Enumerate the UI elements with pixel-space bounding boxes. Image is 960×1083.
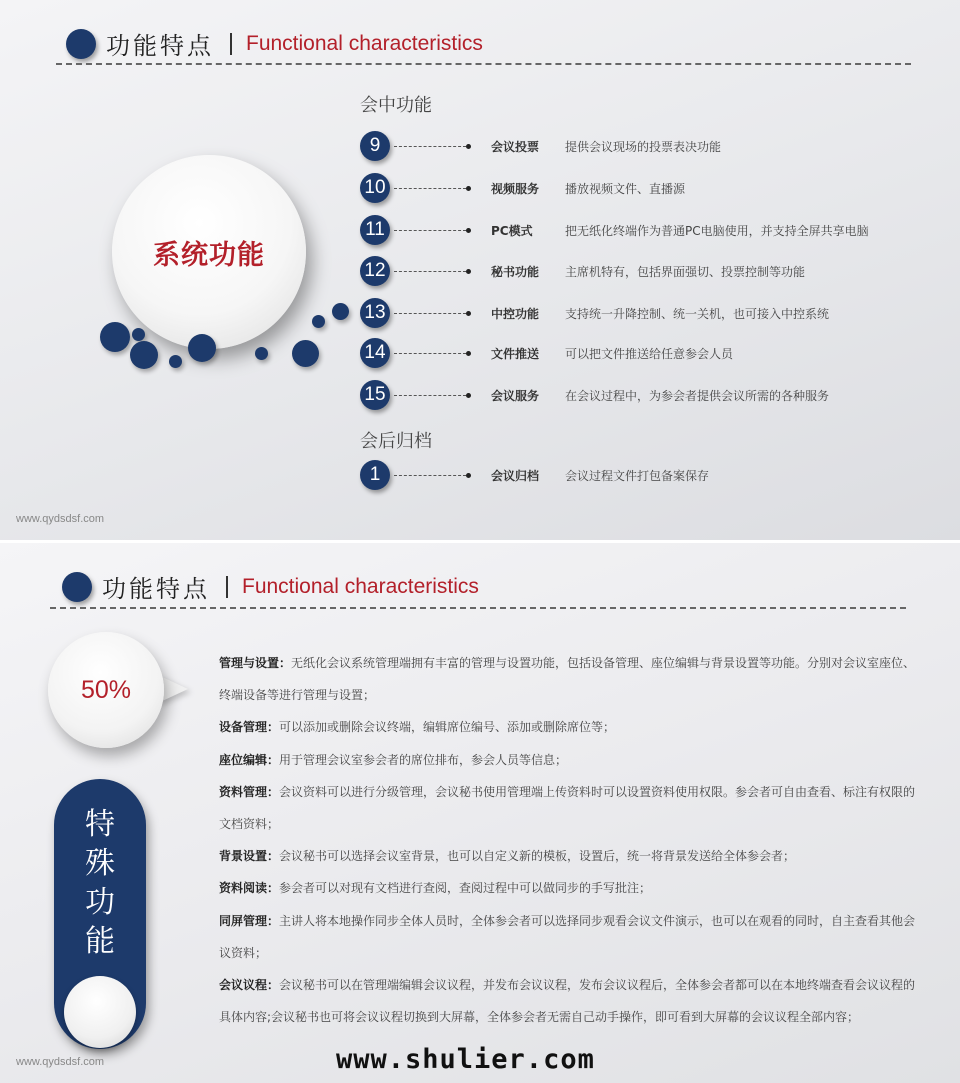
header-title-cn: 功能特点: [102, 575, 210, 603]
item-label: PC模式: [491, 223, 533, 238]
side-label-char: 殊: [85, 846, 115, 881]
decor-bubble-icon: [255, 347, 268, 360]
feature-paragraph: [219, 776, 919, 840]
feature-title: 资料管理：: [219, 784, 280, 799]
decor-bubble-icon: [130, 341, 158, 369]
leader-dot: [466, 473, 471, 478]
leader-dot: [466, 311, 471, 316]
feature-row: [360, 338, 940, 368]
feature-row: [360, 380, 940, 410]
feature-row: [360, 460, 940, 490]
header-title-en: Functional characteristics: [242, 574, 479, 598]
feature-text: 会议资料可以进行分级管理，会议秘书使用管理端上传资料时可以设置资料使用权限。参会者可自由查看、标注有权限的文档资料；: [219, 784, 916, 832]
feature-paragraph: [219, 872, 919, 904]
decor-bubble-icon: [169, 355, 182, 368]
item-label: 视频服务: [491, 181, 540, 196]
feature-paragraph: [219, 969, 919, 1033]
site-watermark: www.shulier.com: [336, 1044, 595, 1075]
feature-text: 参会者可以对现有文档进行查阅，查阅过程中可以做同步的手写批注；: [279, 881, 652, 896]
feature-paragraph: [219, 711, 919, 743]
feature-title: 会议议程：: [219, 978, 280, 993]
watermark-text: www.qydsdsf.com: [16, 513, 105, 525]
feature-title: 同屏管理：: [219, 913, 280, 928]
header-divider: [56, 63, 911, 65]
decor-bubble-icon: [132, 328, 145, 341]
feature-description-list: [219, 647, 919, 1033]
section-after-title: 会后归档: [360, 431, 432, 452]
side-label-char: 能: [85, 924, 115, 959]
feature-row: [360, 131, 940, 161]
feature-title: 资料阅读：: [219, 881, 280, 896]
item-number-badge: 9: [360, 131, 390, 161]
leader-dot: [466, 186, 471, 191]
special-functions-panel: [0, 543, 960, 1083]
header-title-en: Functional characteristics: [246, 31, 483, 55]
side-label-char: 特: [85, 807, 115, 842]
item-number-badge: 1: [360, 460, 390, 490]
decor-bubble-icon: [312, 315, 325, 328]
item-description: 播放视频文件、直播源: [565, 181, 686, 196]
feature-text: 主讲人将本地操作同步全体人员时，全体参会者可以选择同步观看会议文件演示，也可以在观看的同时，自主查看其他会议资料；: [219, 913, 916, 960]
leader-dot: [466, 144, 471, 149]
leader-line: [394, 230, 466, 231]
feature-text: 会议秘书可以在管理端编辑会议议程，并发布会议议程，发布会议议程后，全体参会者都可以在本地终端查看会议议程的具体内容;会议秘书也可将会议议程切换到大屏幕，全体参会者无需自己动手操作，即可看到大屏幕的会议议程全部内容；: [219, 978, 916, 1025]
item-number-badge: 11: [360, 215, 390, 245]
leader-line: [394, 146, 466, 147]
feature-paragraph: [219, 840, 919, 872]
item-label: 秘书功能: [491, 264, 540, 279]
decor-bubble-icon: [292, 340, 319, 367]
leader-dot: [466, 393, 471, 398]
item-label: 文件推送: [491, 346, 540, 361]
item-number-badge: 13: [360, 298, 390, 328]
item-label: 中控功能: [491, 306, 540, 321]
item-number-badge: 15: [360, 380, 390, 410]
feature-text: 会议秘书可以选择会议室背景，也可以自定义新的模板，设置后，统一将背景发送给全体参会者；: [279, 849, 796, 864]
header-separator: [230, 33, 232, 55]
decor-bubble-icon: [188, 334, 216, 362]
feature-paragraph: [219, 647, 919, 711]
header-title-cn: 功能特点: [106, 32, 214, 60]
feature-row: [360, 173, 940, 203]
header-separator: [226, 576, 228, 598]
item-description: 可以把文件推送给任意参会人员: [565, 346, 734, 361]
feature-row: [360, 298, 940, 328]
watermark-text: www.qydsdsf.com: [16, 1056, 105, 1068]
feature-text: 无纸化会议系统管理端拥有丰富的管理与设置功能，包括设备管理、座位编辑与背景设置等功能。分别对会议室座位、终端设备等进行管理与设置；: [219, 656, 916, 703]
system-functions-panel: [0, 0, 960, 540]
leader-line: [394, 313, 466, 314]
leader-dot: [466, 351, 471, 356]
decor-bubble-icon: [332, 303, 349, 320]
decor-bubble-icon: [100, 322, 130, 352]
feature-title: 背景设置：: [219, 849, 280, 864]
feature-text: 用于管理会议室参会者的席位排布，参会人员等信息；: [279, 752, 568, 767]
side-label-pill: [54, 779, 146, 1049]
side-label-char: 功: [85, 885, 115, 920]
section-header: [62, 569, 479, 604]
item-description: 会议过程文件打包备案保存: [565, 468, 710, 483]
leader-line: [394, 353, 466, 354]
feature-title: 座位编辑：: [219, 752, 280, 767]
feature-row: [360, 256, 940, 286]
item-number-badge: 14: [360, 338, 390, 368]
leader-line: [394, 395, 466, 396]
pill-knob-icon: [64, 976, 136, 1048]
feature-row: [360, 215, 940, 245]
section-header: [66, 26, 483, 61]
percent-value: 50%: [80, 675, 132, 704]
header-dot-icon: [66, 29, 96, 59]
item-description: 支持统一升降控制、统一关机，也可接入中控系统: [565, 306, 830, 321]
leader-line: [394, 188, 466, 189]
feature-paragraph: [219, 905, 919, 969]
center-label: 系统功能: [153, 239, 265, 271]
item-label: 会议投票: [491, 139, 540, 154]
center-circle: [112, 155, 306, 349]
section-during-title: 会中功能: [360, 95, 432, 116]
header-divider: [50, 607, 906, 609]
feature-text: 可以添加或删除会议终端，编辑席位编号、添加或删除席位等；: [279, 720, 616, 735]
item-number-badge: 10: [360, 173, 390, 203]
item-label: 会议归档: [491, 468, 540, 483]
leader-dot: [466, 269, 471, 274]
item-label: 会议服务: [491, 388, 540, 403]
item-description: 在会议过程中，为参会者提供会议所需的各种服务: [565, 388, 830, 403]
header-dot-icon: [62, 572, 92, 602]
side-label: [54, 805, 146, 961]
feature-title: 设备管理：: [219, 720, 280, 735]
leader-dot: [466, 228, 471, 233]
item-description: 主席机特有，包括界面强切、投票控制等功能: [565, 264, 806, 279]
leader-line: [394, 271, 466, 272]
percent-circle: [48, 632, 164, 748]
leader-line: [394, 475, 466, 476]
item-description: 提供会议现场的投票表决功能: [565, 139, 722, 154]
feature-title: 管理与设置：: [219, 656, 292, 670]
feature-paragraph: [219, 744, 919, 776]
item-number-badge: 12: [360, 256, 390, 286]
item-description: 把无纸化终端作为普通PC电脑使用，并支持全屏共享电脑: [565, 223, 869, 238]
